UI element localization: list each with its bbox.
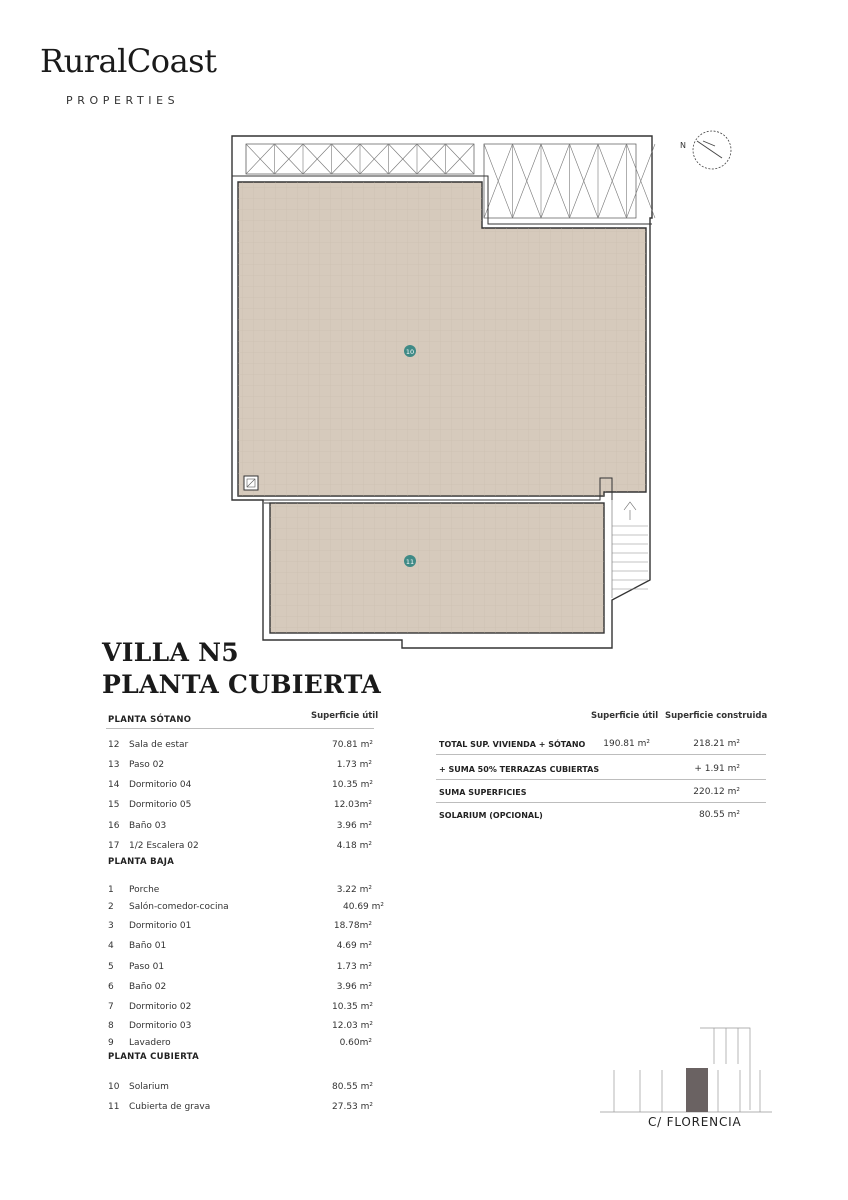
brand-logo: RuralCoast: [40, 42, 217, 80]
summary-label: + SUMA 50% TERRAZAS CUBIERTAS: [439, 765, 600, 774]
section-title: PLANTA BAJA: [108, 857, 175, 867]
brand-tagline: PROPERTIES: [66, 94, 180, 107]
villa-title: VILLA N5: [102, 638, 239, 667]
room-number: 3: [108, 921, 114, 931]
room-area: 0.60m²: [339, 1038, 372, 1048]
room-number: 16: [108, 821, 120, 831]
room-area: 12.03m²: [333, 800, 372, 810]
room-name: Baño 01: [129, 941, 167, 951]
room-name: Cubierta de grava: [129, 1102, 211, 1112]
marker-11-label: 11: [405, 558, 415, 566]
highlighted-plot: [686, 1068, 708, 1112]
room-area: 70.81 m²: [332, 740, 374, 750]
room-number: 13: [108, 760, 120, 770]
floor-title: PLANTA CUBIERTA: [102, 670, 382, 699]
room-area: 80.55 m²: [332, 1082, 374, 1092]
room-name: 1/2 Escalera 02: [129, 841, 199, 851]
room-name: Dormitorio 03: [129, 1021, 192, 1031]
room-area: 1.73 m²: [336, 962, 372, 972]
room-area: 4.18 m²: [336, 841, 372, 851]
room-area: 10.35 m²: [332, 1002, 374, 1012]
summary-divider: [436, 802, 766, 803]
location-sketch: [600, 1020, 780, 1120]
room-name: Dormitorio 04: [129, 780, 192, 790]
room-number: 15: [108, 800, 120, 810]
room-name: Lavadero: [129, 1038, 171, 1048]
summary-label: SOLARIUM (OPCIONAL): [439, 811, 543, 820]
room-number: 11: [108, 1102, 120, 1112]
room-name: Baño 03: [129, 821, 167, 831]
summary-construida: + 1.91 m²: [694, 764, 740, 774]
room-area: 10.35 m²: [332, 780, 374, 790]
header-superficie-construida: Superficie construida: [665, 711, 768, 721]
room-number: 7: [108, 1002, 114, 1012]
room-area: 3.96 m²: [336, 982, 372, 992]
room-number: 14: [108, 780, 120, 790]
room-number: 4: [108, 941, 114, 951]
room-name: Solarium: [129, 1082, 169, 1092]
room-name: Salón-comedor-cocina: [129, 902, 229, 912]
summary-construida: 218.21 m²: [693, 739, 740, 749]
room-number: 10: [108, 1082, 120, 1092]
room-area: 27.53 m²: [332, 1102, 374, 1112]
north-compass-icon: [693, 131, 731, 169]
room-area: 40.69 m²: [343, 902, 385, 912]
room-name: Dormitorio 02: [129, 1002, 192, 1012]
street-label: C/ FLORENCIA: [648, 1115, 742, 1129]
stairs: [612, 500, 636, 598]
pergola-crosses-small: [246, 144, 474, 174]
summary-divider: [436, 754, 766, 755]
section-divider: [106, 728, 374, 729]
summary-label: TOTAL SUP. VIVIENDA + SÓTANO: [439, 740, 586, 749]
room-name: Paso 02: [129, 760, 165, 770]
room-area: 3.22 m²: [336, 885, 372, 895]
summary-divider: [436, 779, 766, 780]
summary-label: SUMA SUPERFICIES: [439, 788, 527, 797]
room-number: 6: [108, 982, 114, 992]
room-number: 2: [108, 902, 114, 912]
room-area: 4.69 m²: [336, 941, 372, 951]
summary-construida: 220.12 m²: [693, 787, 740, 797]
north-label: N: [680, 141, 686, 150]
summary-construida: 80.55 m²: [698, 810, 740, 820]
summary-util: 190.81 m²: [603, 739, 650, 749]
section-title: PLANTA CUBIERTA: [108, 1052, 199, 1062]
room-number: 5: [108, 962, 114, 972]
room-name: Baño 02: [129, 982, 167, 992]
room-area: 3.96 m²: [336, 821, 372, 831]
room-name: Dormitorio 05: [129, 800, 192, 810]
room-name: Sala de estar: [129, 740, 189, 750]
room-area: 1.73 m²: [336, 760, 372, 770]
room-number: 9: [108, 1038, 114, 1048]
section-title: PLANTA SÓTANO: [108, 715, 192, 725]
room-number: 8: [108, 1021, 114, 1031]
room-number: 17: [108, 841, 120, 851]
room-number: 12: [108, 740, 120, 750]
room-name: Paso 01: [129, 962, 165, 972]
room-area: 12.03 m²: [332, 1021, 374, 1031]
room-name: Porche: [129, 885, 160, 895]
marker-10-label: 10: [405, 348, 415, 356]
room-number: 1: [108, 885, 114, 895]
room-name: Dormitorio 01: [129, 921, 192, 931]
pergola-crosses-large: [484, 144, 655, 218]
room-area: 18.78m²: [333, 921, 372, 931]
header-superficie-util-right: Superficie útil: [591, 711, 659, 721]
header-superficie-util-left: Superficie útil: [311, 711, 379, 721]
